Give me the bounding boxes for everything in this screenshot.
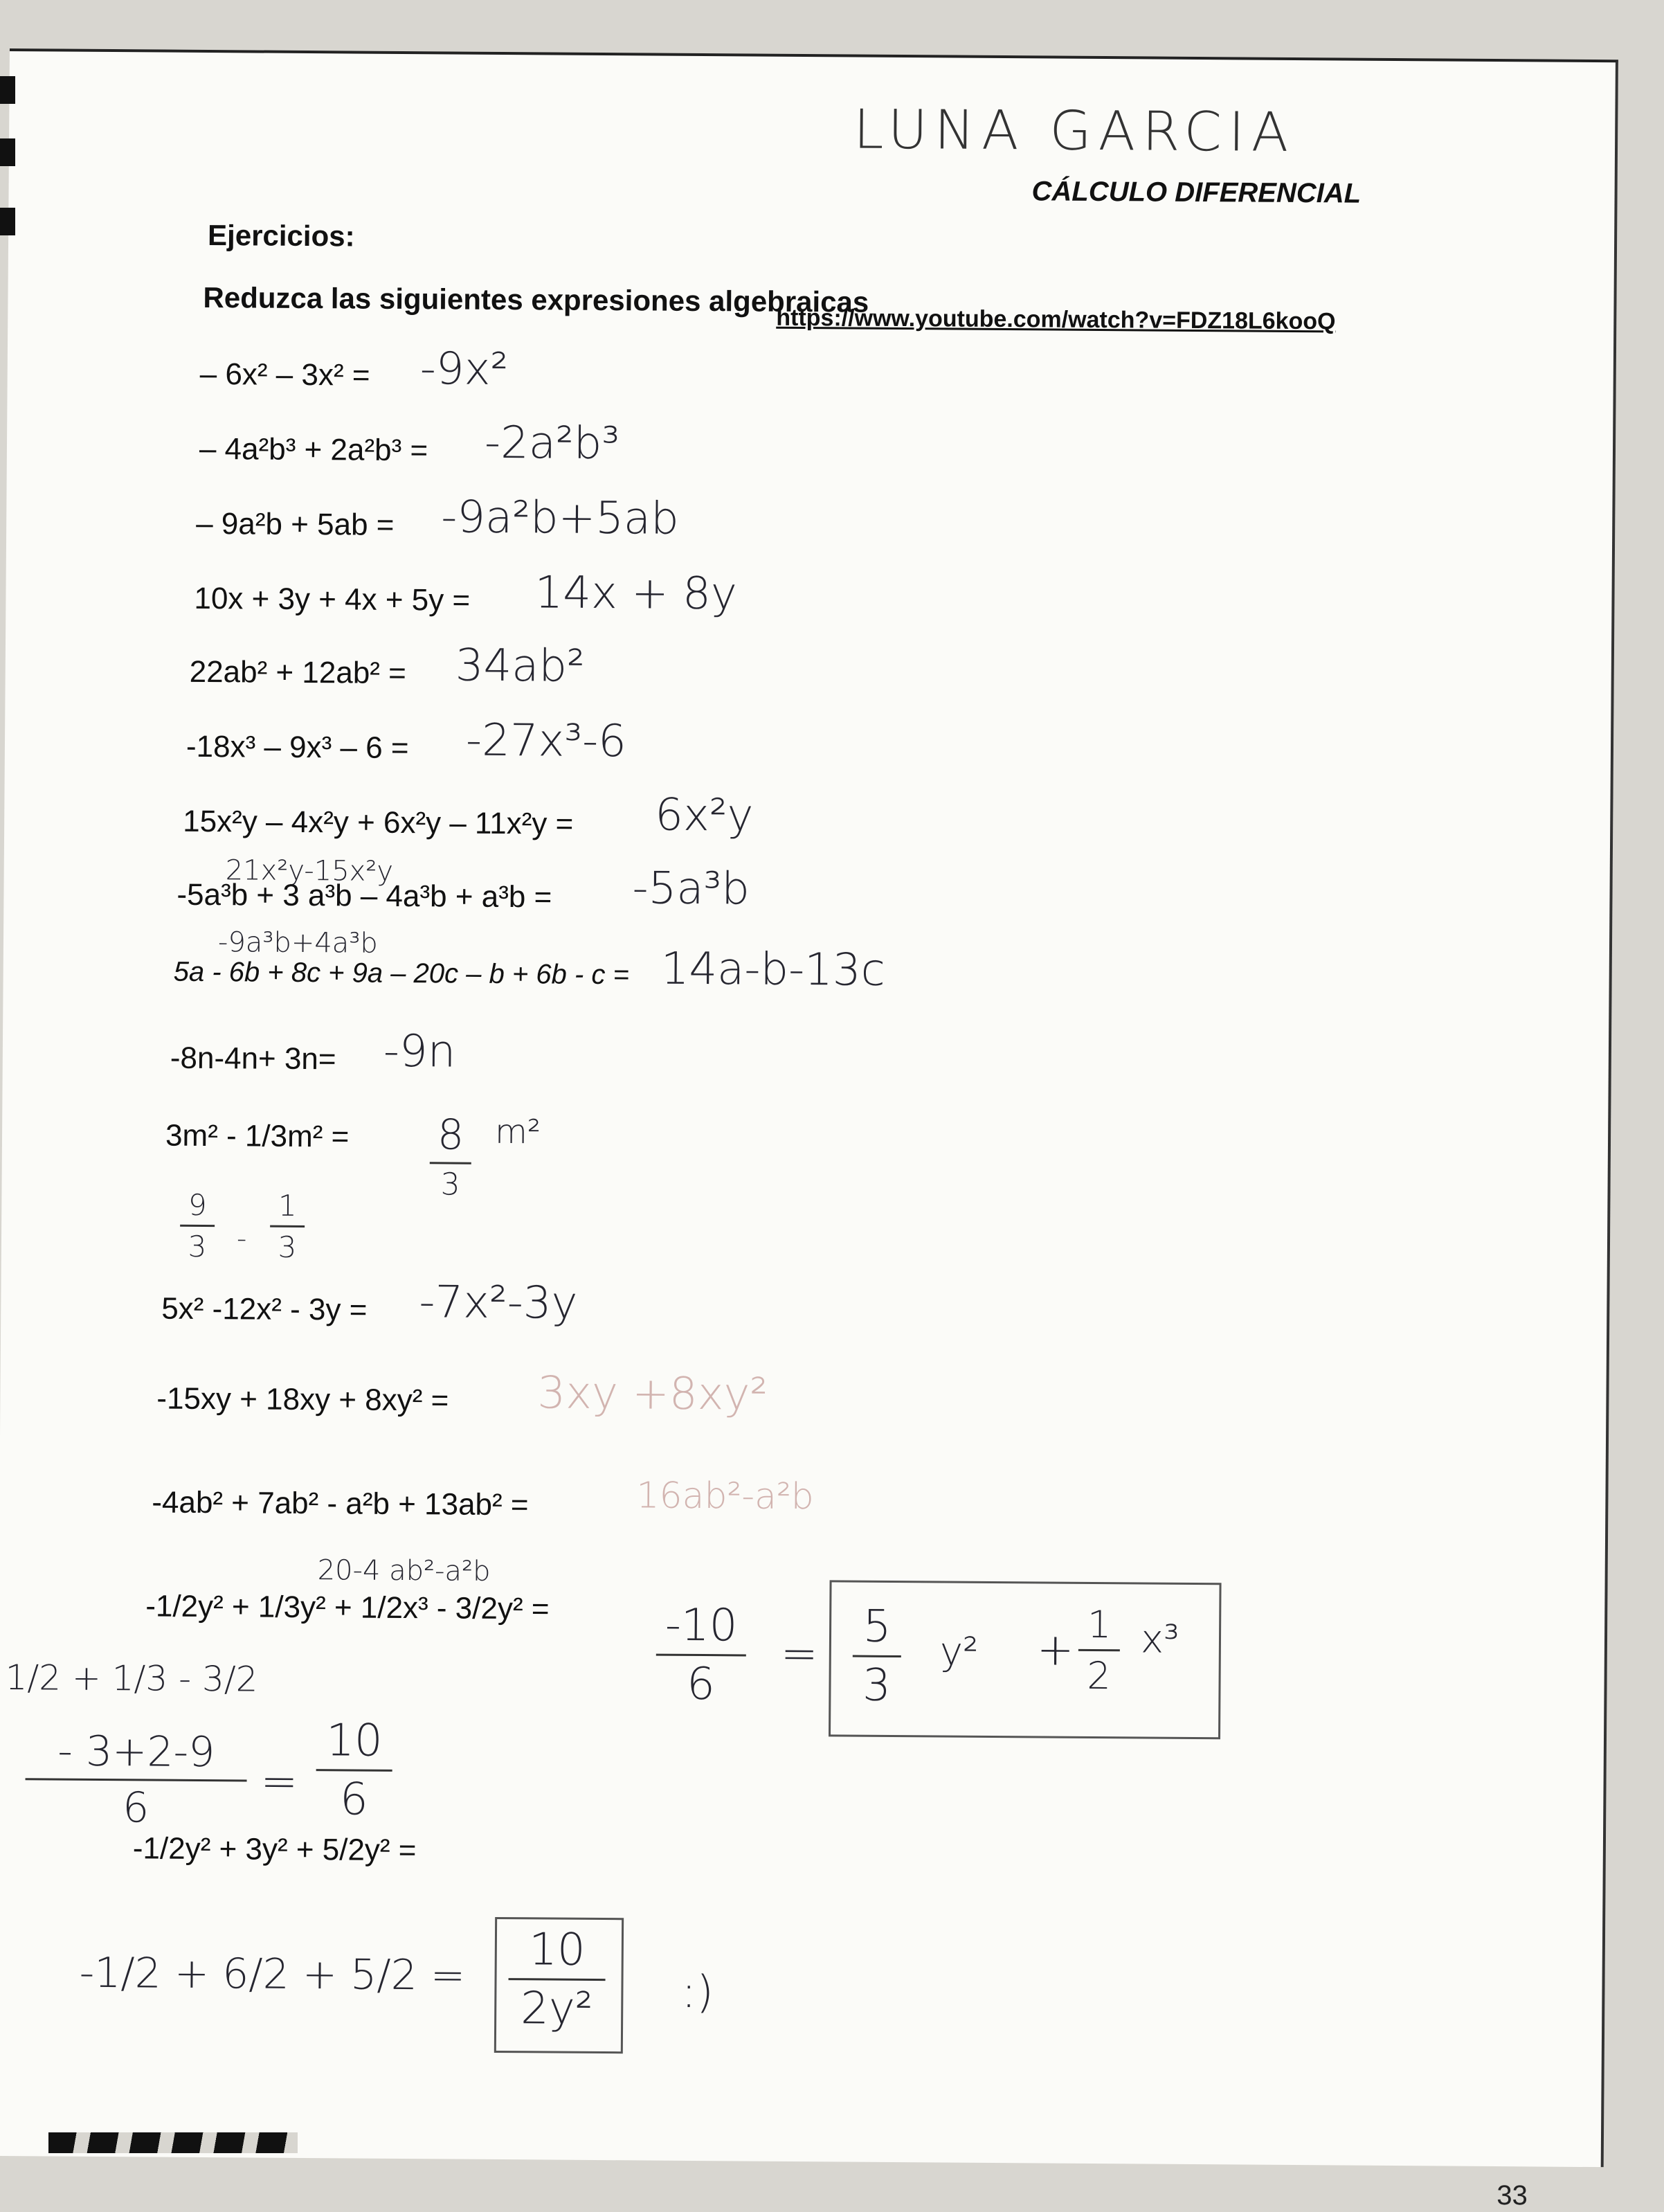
exercise-11-expr: 3m² - 1/3m² = [165,1118,350,1154]
exercise-4-expr: 10x + 3y + 4x + 5y = [194,581,471,618]
smiley: :) [681,1966,714,2019]
exercise-5-expr: 22ab² + 12ab² = [189,654,407,691]
exercise-15-boxed-a: 5 3 [852,1601,901,1711]
exercise-1-answer: -9x² [419,343,509,396]
exercise-13-answer: 3xy +8xy² [537,1367,768,1421]
exercise-5-answer: 34ab² [455,640,585,692]
exercise-11-answer-fraction: 8 3 [429,1111,471,1202]
equals-sign: = [780,1628,818,1680]
exercise-15-expr: -1/2y² + 1/3y² + 1/2x³ - 3/2y² = [145,1589,550,1626]
exercise-11-work-a: 9 3 [180,1188,215,1264]
exercise-12-answer: -7x²-3y [419,1277,578,1329]
exercise-4-answer: 14x + 8y [534,567,737,620]
exercise-3-answer: -9a²b+5ab [441,492,680,545]
exercise-8-work: -9a³b+4a³b [217,926,378,960]
exercise-7-work: 21x²y-15x²y [225,854,394,888]
instruction: Reduzca las siguientes expresiones algebraicas [203,280,869,318]
exercise-14-expr: -4ab² + 7ab² - a²b + 13ab² = [152,1485,529,1522]
exercise-9-answer: 14a-b-13c [660,943,886,996]
binder-hole [0,76,15,104]
edge-stamp [48,2132,298,2153]
binder-hole [0,138,15,166]
exercise-1-expr: – 6x² – 3x² = [199,357,370,393]
exercise-10-expr: -8n-4n+ 3n= [170,1041,336,1077]
exercise-15-boxed-b-var: x³ [1140,1617,1179,1662]
exercise-6-answer: -27x³-6 [465,714,627,768]
minus-sign: - [236,1223,247,1255]
exercise-14-answer: 16ab²-a²b [636,1475,815,1518]
video-link[interactable]: https://www.youtube.com/watch?v=FDZ18L6kooQ [776,304,1336,335]
exercise-3-expr: – 9a²b + 5ab = [196,506,395,542]
exercise-2-expr: – 4a²b³ + 2a²b³ = [199,431,428,468]
binder-hole [0,208,15,235]
exercise-8-expr: -5a³b + 3 a³b – 4a³b + a³b = [177,877,552,915]
exercise-16-boxed: 10 2y² [508,1924,606,2035]
exercise-15-step: -10 6 [655,1600,746,1711]
exercise-9-expr: 5a - 6b + 8c + 9a – 20c – b + 6b - c = [173,956,630,991]
exercise-10-answer: -9n [383,1025,456,1078]
exercise-6-expr: -18x³ – 9x³ – 6 = [186,729,409,766]
exercise-11-work-b: 1 3 [270,1189,305,1264]
course-title: CÁLCULO DIFERENCIAL [1031,176,1362,209]
exercise-15-work-fraction: - 3+2-9 6 [25,1727,247,1833]
equals-sign-2: = [260,1756,298,1808]
exercise-7-answer: 6x²y [655,789,754,842]
page-number: 33 [1496,2180,1528,2211]
exercise-13-expr: -15xy + 18xy + 8xy² = [156,1381,449,1418]
exercise-12-expr: 5x² -12x² - 3y = [161,1291,368,1327]
exercise-2-answer: -2a²b³ [484,417,620,470]
exercise-7-expr: 15x²y – 4x²y + 6x²y – 11x²y = [183,804,574,841]
worksheet-page [0,48,1618,2211]
exercise-15-work-result: 10 6 [316,1715,392,1826]
exercise-16-expr: -1/2y² + 3y² + 5/2y² = [132,1831,417,1868]
exercise-15-work-line: 1/2 + 1/3 - 3/2 [5,1657,258,1700]
student-name: LUNA GARCIA [853,98,1296,164]
exercise-15-boxed-a-var: y² [939,1629,979,1675]
exercise-8-answer: -5a³b [632,863,750,915]
exercise-14-work: 20-4 ab²-a²b [317,1554,491,1588]
plus-sign: + [1036,1624,1074,1676]
exercise-16-work: -1/2 + 6/2 + 5/2 = [79,1948,466,2000]
section-heading: Ejercicios: [207,219,355,253]
exercise-15-boxed-b: 1 2 [1078,1603,1120,1698]
exercise-11-answer-var: m² [494,1112,541,1152]
